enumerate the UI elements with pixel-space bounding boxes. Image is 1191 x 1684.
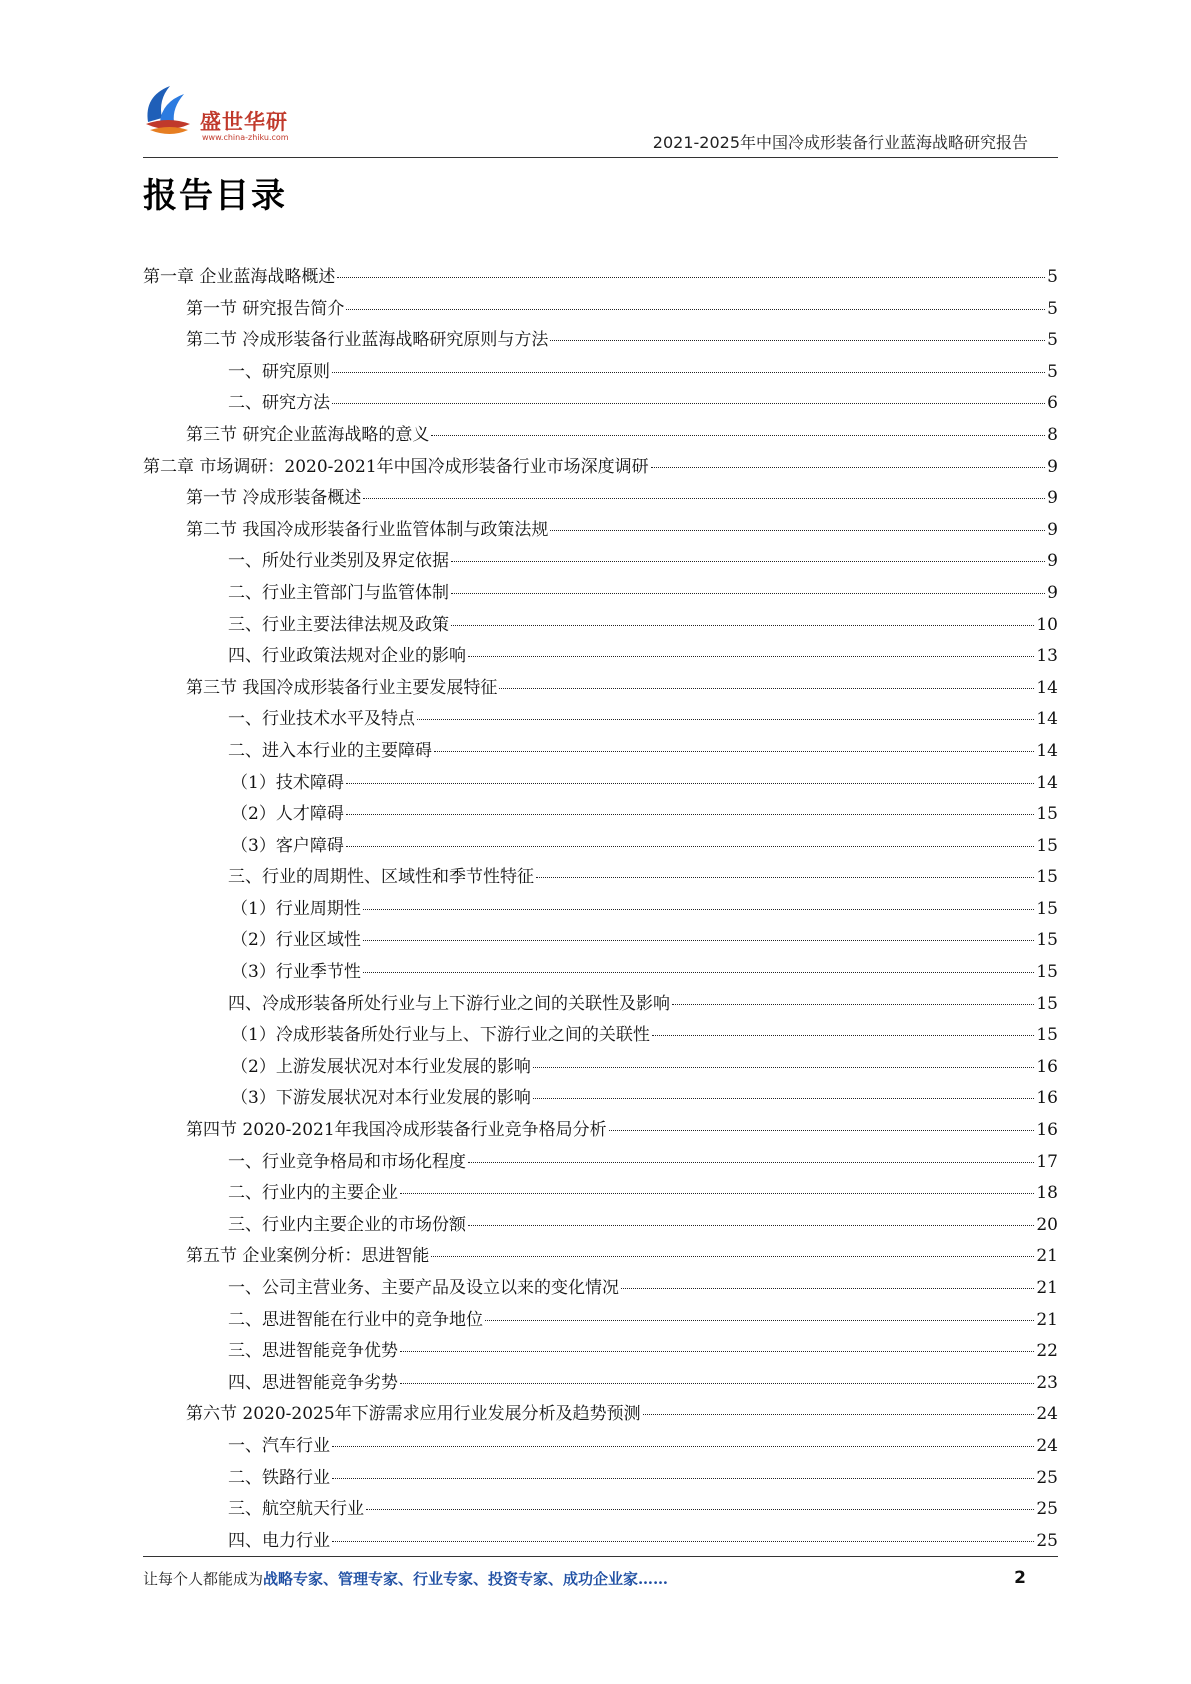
toc-entry[interactable] [143,1431,1058,1463]
toc-dot-leader [366,1509,1034,1510]
toc-entry-label: 第二节 我国冷成形装备行业监管体制与政策法规 [186,519,549,540]
toc-entry-page: 20 [1036,1214,1058,1235]
toc-entry-label: 第六节 2020-2025年下游需求应用行业发展分析及趋势预测 [186,1404,641,1425]
toc-entry-page: 9 [1047,582,1058,603]
footer-slogan-lead: 让每个人都能成为 [143,1570,264,1588]
toc-dot-leader [346,846,1035,847]
toc-entry[interactable] [143,1463,1058,1495]
table-of-contents [143,262,1058,1557]
logo-name: 盛世华研 [200,110,288,134]
toc-entry-page: 13 [1036,646,1058,667]
toc-entry[interactable] [143,957,1058,989]
page-header [140,78,1058,158]
toc-entry-label: 三、行业内主要企业的市场份额 [228,1214,466,1235]
toc-entry-page: 15 [1036,962,1058,983]
toc-entry-label: 第三节 我国冷成形装备行业主要发展特征 [186,677,498,698]
toc-dot-leader [485,1320,1034,1321]
toc-entry-label: 一、所处行业类别及界定依据 [228,551,449,572]
toc-dot-leader [400,1383,1034,1384]
toc-dot-leader [672,1004,1034,1005]
toc-entry-page: 5 [1047,330,1058,351]
toc-entry-label: 二、进入本行业的主要障碍 [228,740,432,761]
toc-entry[interactable] [143,704,1058,736]
toc-entry-page: 15 [1036,898,1058,919]
toc-entry-page: 21 [1036,1246,1058,1267]
toc-dot-leader [400,1351,1034,1352]
toc-entry-page: 25 [1036,1467,1058,1488]
toc-entry[interactable] [143,357,1058,389]
toc-entry-page: 9 [1047,551,1058,572]
toc-entry-label: 三、航空航天行业 [228,1499,364,1520]
toc-entry-page: 9 [1047,456,1058,477]
toc-dot-leader [536,877,1034,878]
toc-entry[interactable] [143,546,1058,578]
toc-dot-leader [332,372,1045,373]
toc-entry-page: 9 [1047,488,1058,509]
toc-entry-label: （1）冷成形装备所处行业与上、下游行业之间的关联性 [231,1025,650,1046]
toc-entry[interactable] [143,1368,1058,1400]
toc-entry-label: 四、行业政策法规对企业的影响 [228,646,466,667]
toc-entry-page: 15 [1036,1025,1058,1046]
toc-dot-leader [332,1541,1034,1542]
toc-dot-leader [468,656,1034,657]
toc-entry-label: 第二节 冷成形装备行业蓝海战略研究原则与方法 [186,330,549,351]
toc-entry-label: 二、研究方法 [228,393,330,414]
toc-entry-page: 14 [1036,772,1058,793]
toc-entry[interactable] [143,1336,1058,1368]
footer-slogan-emphasis: 战略专家、管理专家、行业专家、投资专家、成功企业家…… [263,1570,669,1588]
toc-entry[interactable] [143,1399,1058,1431]
toc-entry-page: 24 [1036,1435,1058,1456]
toc-entry[interactable] [143,1052,1058,1084]
toc-entry[interactable] [143,989,1058,1021]
toc-entry[interactable] [143,1083,1058,1115]
toc-entry-label: 四、冷成形装备所处行业与上下游行业之间的关联性及影响 [228,993,670,1014]
toc-dot-leader [363,498,1045,499]
toc-entry-label: 二、行业主管部门与监管体制 [228,582,449,603]
toc-entry[interactable] [143,1020,1058,1052]
toc-dot-leader [609,1130,1035,1131]
toc-dot-leader [431,435,1045,436]
toc-entry-page: 25 [1036,1530,1058,1551]
toc-entry-page: 14 [1036,709,1058,730]
toc-entry-label: 二、铁路行业 [228,1467,330,1488]
toc-entry-label: 一、行业竞争格局和市场化程度 [228,1151,466,1172]
toc-entry[interactable] [143,515,1058,547]
toc-entry-page: 21 [1036,1278,1058,1298]
toc-entry[interactable] [143,1526,1058,1558]
toc-entry-page: 6 [1047,393,1058,414]
toc-entry[interactable] [143,862,1058,894]
toc-dot-leader [363,909,1035,910]
toc-entry[interactable] [143,831,1058,863]
toc-entry-label: 二、行业内的主要企业 [228,1183,398,1204]
toc-entry-label: 三、行业的周期性、区域性和季节性特征 [228,867,534,888]
toc-entry[interactable] [143,1178,1058,1210]
toc-entry-page: 10 [1036,614,1058,635]
toc-entry[interactable] [143,262,1058,294]
toc-entry[interactable] [143,1305,1058,1337]
toc-entry-label: （2）人才障碍 [231,804,344,825]
toc-entry-page: 15 [1036,930,1058,951]
toc-entry[interactable] [143,673,1058,705]
toc-dot-leader [332,1478,1034,1479]
toc-dot-leader [346,783,1035,784]
toc-entry-label: （2）上游发展状况对本行业发展的影响 [231,1056,531,1077]
toc-dot-leader [652,1035,1035,1036]
toc-entry-page: 17 [1036,1151,1058,1172]
toc-dot-leader [346,814,1035,815]
toc-entry-label: 第五节 企业案例分析：思进智能 [186,1246,430,1267]
toc-entry-page: 16 [1036,1088,1058,1109]
toc-entry-page: 8 [1047,424,1058,445]
toc-dot-leader [468,1162,1034,1163]
toc-entry-label: 三、思进智能竞争优势 [228,1341,398,1362]
toc-entry-label: （2）行业区域性 [231,930,361,951]
toc-entry[interactable] [143,420,1058,452]
toc-entry[interactable] [143,1241,1058,1273]
toc-dot-leader [533,1067,1035,1068]
toc-entry-page: 5 [1047,298,1058,319]
toc-entry[interactable] [143,294,1058,326]
toc-entry-label: 一、研究原则 [228,361,330,382]
toc-entry[interactable] [143,641,1058,673]
toc-entry-page: 15 [1036,993,1058,1014]
toc-entry-page: 15 [1036,835,1058,856]
toc-entry-label: 第三节 研究企业蓝海战略的意义 [186,424,430,445]
toc-dot-leader [621,1288,1034,1289]
header-divider [143,157,1058,158]
toc-entry-page: 18 [1036,1183,1058,1204]
toc-entry[interactable] [143,736,1058,768]
toc-dot-leader [332,1446,1034,1447]
toc-entry-label: （3）行业季节性 [231,962,361,983]
toc-dot-leader [643,1414,1035,1415]
toc-entry-label: 一、汽车行业 [228,1435,330,1456]
toc-entry-label: 第二章 市场调研：2020-2021年中国冷成形装备行业市场深度调研 [143,456,649,477]
toc-dot-leader [346,309,1045,310]
toc-entry-label: 三、行业主要法律法规及政策 [228,614,449,635]
toc-entry-page: 9 [1047,519,1058,540]
page-footer [143,1568,1058,1592]
toc-entry-page: 16 [1036,1056,1058,1077]
toc-entry-page: 5 [1047,267,1058,287]
toc-dot-leader [468,1225,1034,1226]
toc-entry[interactable] [143,325,1058,357]
toc-entry[interactable] [143,483,1058,515]
toc-entry[interactable] [143,1273,1058,1305]
toc-entry-page: 21 [1036,1309,1058,1330]
toc-entry[interactable] [143,925,1058,957]
toc-entry-page: 15 [1036,804,1058,825]
toc-entry[interactable] [143,388,1058,420]
toc-dot-leader [533,1098,1035,1099]
toc-dot-leader [451,625,1034,626]
toc-dot-leader [417,719,1034,720]
toc-entry-page: 25 [1036,1499,1058,1520]
toc-entry[interactable] [143,578,1058,610]
toc-entry-page: 14 [1036,677,1058,698]
toc-entry-label: 二、思进智能在行业中的竞争地位 [228,1309,483,1330]
toc-entry[interactable] [143,1147,1058,1179]
toc-dot-leader [451,561,1045,562]
toc-entry-page: 14 [1036,740,1058,761]
toc-dot-leader [550,530,1045,531]
toc-dot-leader [651,467,1045,468]
toc-entry-label: 第一节 研究报告简介 [186,298,345,319]
toc-entry-label: （1）技术障碍 [231,772,344,793]
footer-divider [143,1556,1058,1557]
company-logo [140,78,315,148]
toc-entry[interactable] [143,768,1058,800]
toc-entry[interactable] [143,1210,1058,1242]
toc-entry-label: 四、电力行业 [228,1530,330,1551]
toc-entry-label: （1）行业周期性 [231,898,361,919]
toc-dot-leader [400,1193,1034,1194]
toc-dot-leader [451,593,1045,594]
toc-entry-label: 第四节 2020-2021年我国冷成形装备行业竞争格局分析 [186,1120,607,1141]
toc-entry-page: 15 [1036,867,1058,888]
toc-entry[interactable] [143,452,1058,484]
toc-entry[interactable] [143,1494,1058,1526]
toc-dot-leader [363,972,1035,973]
toc-entry[interactable] [143,610,1058,642]
toc-dot-leader [363,940,1035,941]
toc-entry-label: 一、行业技术水平及特点 [228,709,415,730]
toc-dot-leader [434,751,1034,752]
toc-entry-page: 23 [1036,1372,1058,1393]
toc-entry-label: （3）客户障碍 [231,835,344,856]
toc-entry-page: 5 [1047,361,1058,382]
toc-dot-leader [499,688,1034,689]
toc-entry-label: 四、思进智能竞争劣势 [228,1372,398,1393]
page-heading: 报告目录 [143,176,287,216]
toc-dot-leader [431,1256,1034,1257]
toc-entry-label: 第一章 企业蓝海战略概述 [143,267,336,287]
toc-dot-leader [337,277,1045,278]
toc-entry[interactable] [143,894,1058,926]
toc-dot-leader [550,340,1045,341]
toc-entry-page: 24 [1036,1404,1058,1425]
toc-entry-label: （3）下游发展状况对本行业发展的影响 [231,1088,531,1109]
toc-dot-leader [332,403,1045,404]
toc-entry-label: 第一节 冷成形装备概述 [186,488,362,509]
page-number: 2 [1014,1568,1026,1588]
toc-entry-label: 一、公司主营业务、主要产品及设立以来的变化情况 [228,1278,619,1298]
document-title: 2021-2025年中国冷成形装备行业蓝海战略研究报告 [652,133,1028,152]
toc-entry-page: 22 [1036,1341,1058,1362]
toc-entry[interactable] [143,1115,1058,1147]
toc-entry[interactable] [143,799,1058,831]
logo-url: www.china-zhiku.com [202,133,289,142]
toc-entry-page: 16 [1036,1120,1058,1141]
